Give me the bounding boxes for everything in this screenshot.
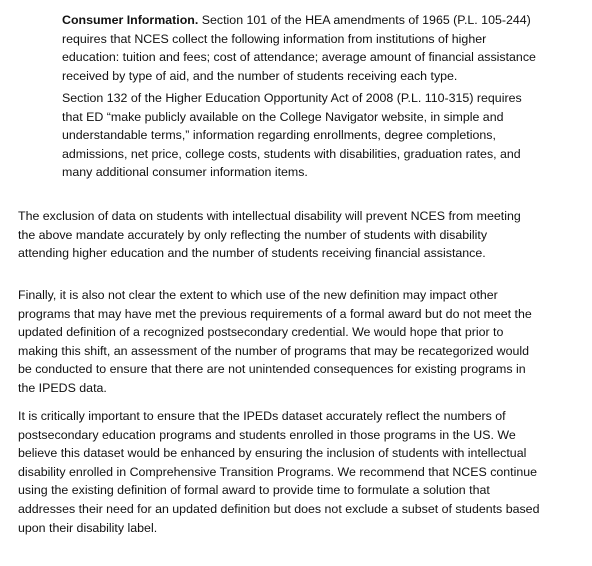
consumer-information-quote — [62, 11, 574, 85]
para3-line-2: postsecondary education programs and students enrolled in those programs in the US. We — [18, 427, 516, 442]
para3-line-7: upon their disability label. — [18, 520, 158, 535]
para2-line-4: making this shift, an assessment of the number of programs that may be recategorized would — [18, 343, 530, 358]
quote2-line-5: many additional consumer information items. — [62, 165, 308, 180]
quote1-line-3: education: tuition and fees; cost of attendance; average amount of financial assistance — [62, 50, 536, 65]
para1-line-1: The exclusion of data on students with intellectual disability will prevent NCES from meeting — [18, 209, 521, 223]
exclusion-paragraph — [18, 207, 584, 263]
para1-line-2: the above mandate accurately by only reflecting the number of students with disability — [18, 227, 488, 242]
hea-section-132-quote — [62, 89, 574, 182]
para1-line-3: attending higher education and the number of students receiving financial assistance. — [18, 246, 486, 261]
recommendation-paragraph — [18, 407, 584, 537]
para3-line-5: using the existing definition of formal award to provide time to formulate a solution that — [18, 483, 490, 498]
para2-line-1: Finally, it is also not clear the extent to which use of the new definition may impact other — [18, 288, 498, 302]
para2-line-5: be conducted to ensure that there are not unintended consequences for existing programs in — [18, 362, 526, 377]
definition-impact-paragraph — [18, 286, 584, 398]
quote2-line-2: that ED “make publicly available on the College Navigator website, in simple and — [62, 109, 504, 124]
para3-line-1: It is critically important to ensure that the IPEDs dataset accurately reflect the numbers of — [18, 409, 506, 423]
para3-line-3: believe this dataset would be enhanced by ensuring the inclusion of students with intellectual — [18, 446, 527, 461]
quote1-line-1: Consumer Information. Section 101 of the HEA amendments of 1965 (P.L. 105-244) — [62, 13, 531, 27]
para2-line-2: programs that may have met the previous requirements of a formal award but do not meet the — [18, 306, 532, 321]
quote1-line-4: received by type of aid, and the number of students receiving each type. — [62, 68, 458, 83]
quote1-line-2: requires that NCES collect the following information from institutions of higher — [62, 31, 487, 46]
para2-line-6: the IPEDS data. — [18, 380, 107, 395]
consumer-information-heading: Consumer Information. — [62, 13, 199, 27]
para3-line-6: addresses their need for an updated definition but does not exclude a subset of students based — [18, 501, 540, 516]
quote2-line-3: understandable terms,” information regarding enrollments, degree completions, — [62, 128, 496, 143]
quote2-line-4: admissions, net price, college costs, students with disabilities, graduation rates, and — [62, 146, 521, 161]
para3-line-4: disability enrolled in Comprehensive Transition Programs. We recommend that NCES continue — [18, 464, 538, 479]
para2-line-3: updated definition of a recognized postsecondary credential. We would hope that prior to — [18, 325, 504, 340]
quote2-line-1: Section 132 of the Higher Education Opportunity Act of 2008 (P.L. 110-315) requires — [62, 91, 522, 105]
